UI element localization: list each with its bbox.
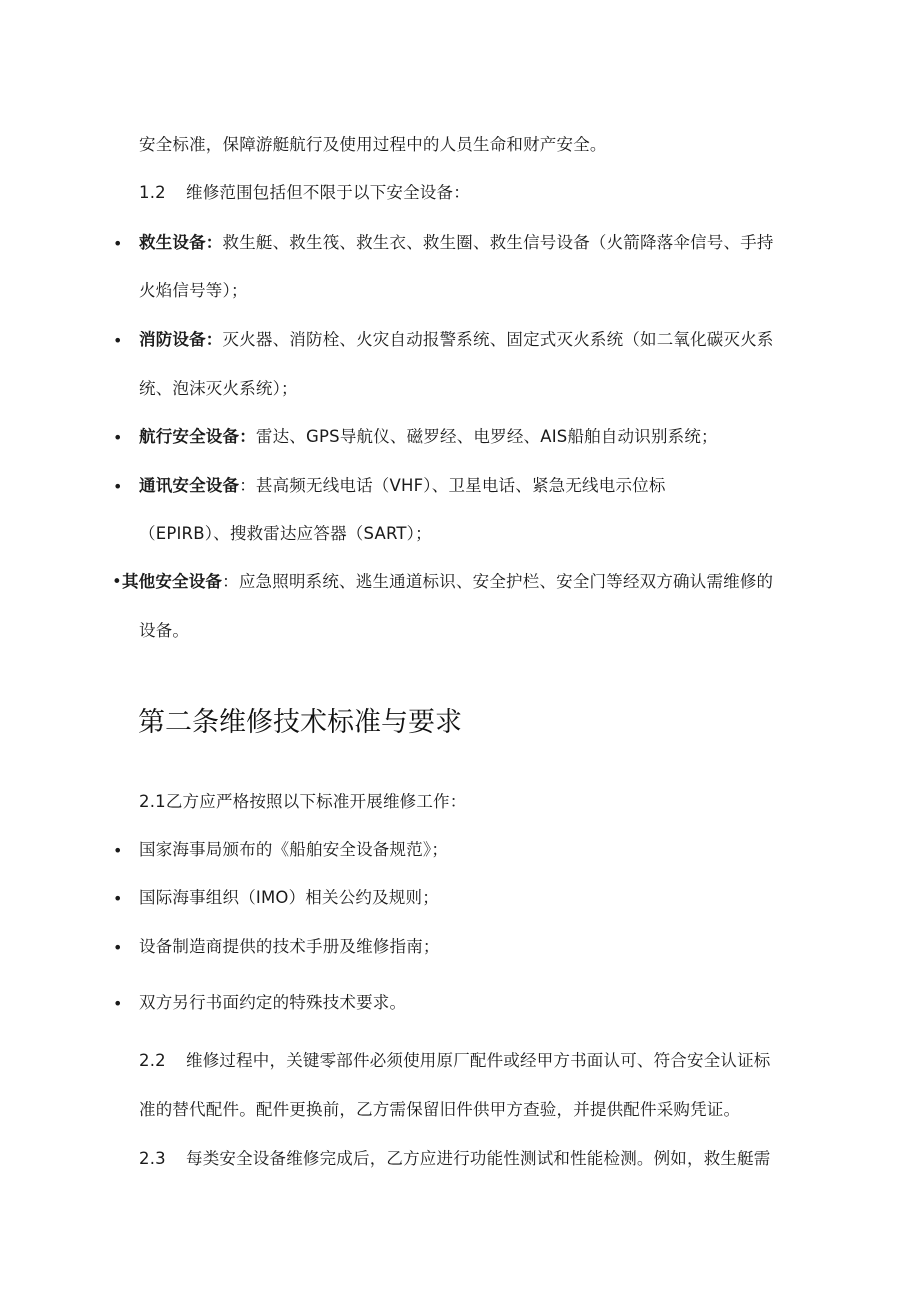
bullet-marker: • [113,331,123,350]
list-item-continuation: 设备。 [139,621,190,640]
list-item-label: 通讯安全设备 [139,476,240,495]
list-item-continuation: （EPIRB）、搜救雷达应答器（SART）； [139,524,432,543]
list-item: 设备制造商提供的技术手册及维修指南； [139,937,440,956]
list-item-navigation [139,426,718,448]
list-item-lifesaving [139,232,774,254]
list-item-label: 其他安全设备 [121,572,223,591]
list-item-text: ：应急照明系统、逃生通道标识、安全护栏、安全门等经双方确认需维修的 [222,572,774,591]
clause-2-3-number: 2.3 [139,1149,166,1168]
section-heading: 第二条维修技术标准与要求 [138,707,462,738]
list-item-continuation: 火焰信号等）； [139,281,248,300]
list-item-firefighting [139,329,774,351]
list-item-communication [139,475,666,497]
list-item-label: 航行安全设备： [139,427,256,446]
bullet-marker: • [112,572,122,591]
bullet-marker: • [113,938,123,957]
list-item: 双方另行书面约定的特殊技术要求。 [139,993,407,1012]
list-item-continuation: 统、泡沫灭火系统）； [139,379,298,398]
list-item: 国际海事组织（IMO）相关公约及规则； [139,888,439,907]
bullet-marker: • [113,477,123,496]
clause-2-2-text: 维修过程中，关键零部件必须使用原厂配件或经甲方书面认可、符合安全认证标 [186,1051,771,1070]
paragraph-continuation: 安全标准，保障游艇航行及使用过程中的人员生命和财产安全。 [139,135,607,154]
bullet-marker: • [113,994,123,1013]
list-item: 国家海事局颁布的《船舶安全设备规范》； [139,840,449,859]
list-item-text: ：甚高频无线电话（VHF）、卫星电话、紧急无线电示位标 [239,476,666,495]
clause-1-2-number: 1.2 [139,183,166,202]
list-item-text: 雷达、GPS导航仪、磁罗经、电罗经、AIS船舶自动识别系统； [255,427,718,446]
clause-1-2-text: 维修范围包括但不限于以下安全设备： [186,183,470,202]
list-item-label: 消防设备： [139,330,223,349]
bullet-marker: • [113,234,123,253]
clause-2-3-text: 每类安全设备维修完成后，乙方应进行功能性测试和性能检测。例如，救生艇需 [186,1149,771,1168]
bullet-marker: • [113,841,123,860]
list-item-other [112,571,773,593]
list-item-label: 救生设备： [139,233,223,252]
list-item-text: 灭火器、消防栓、火灾自动报警系统、固定式灭火系统（如二氧化碳灭火系 [222,330,774,349]
clause-2-2-continuation: 准的替代配件。配件更换前，乙方需保留旧件供甲方查验，并提供配件采购凭证。 [139,1100,741,1119]
list-item-text: 救生艇、救生筏、救生衣、救生圈、救生信号设备（火箭降落伞信号、手持 [222,233,774,252]
bullet-marker: • [113,428,123,447]
clause-2-2-number: 2.2 [139,1051,166,1070]
bullet-marker: • [113,889,123,908]
clause-2-1: 2.1乙方应严格按照以下标准开展维修工作： [139,792,467,811]
